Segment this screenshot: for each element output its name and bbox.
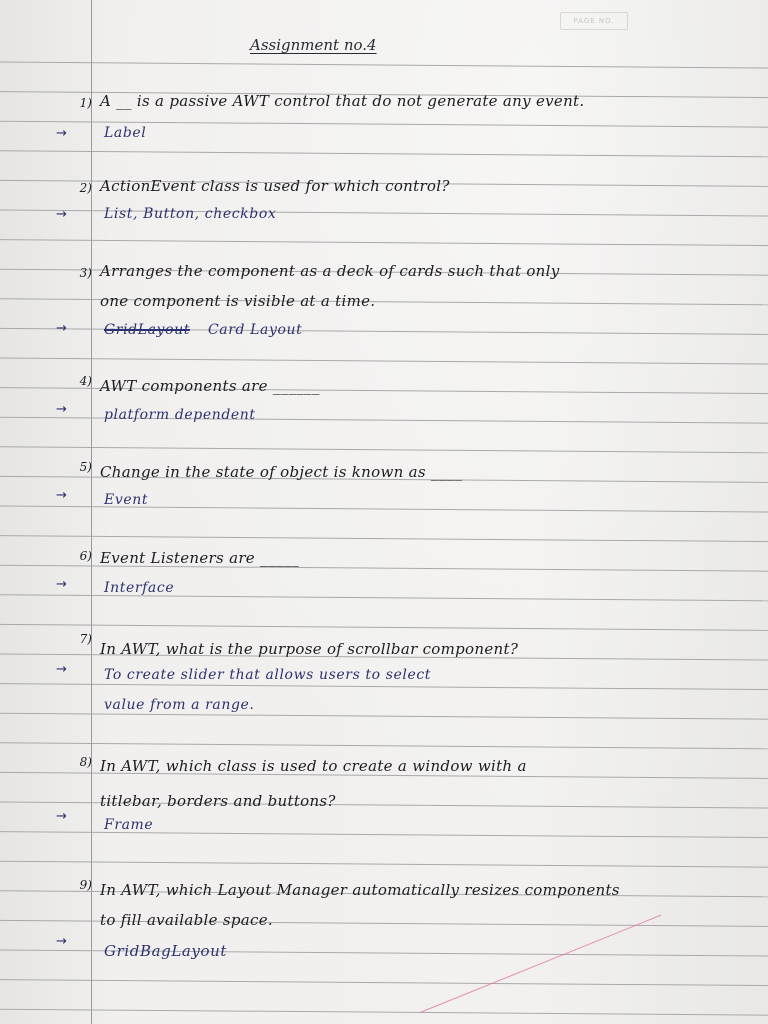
question-text: Change in the state of object is known as ____ — [100, 463, 463, 481]
ruled-line — [0, 861, 768, 867]
question-number: 5) — [79, 460, 92, 474]
answer-correct: Card Layout — [207, 322, 303, 338]
question-number: 1) — [79, 96, 92, 110]
ruled-line — [0, 62, 768, 68]
answer-text: To create slider that allows users to select — [104, 667, 432, 683]
arrow-icon: → — [56, 577, 67, 592]
answer-text: Frame — [104, 817, 154, 833]
arrow-icon: → — [56, 207, 67, 222]
ruled-line — [0, 624, 768, 630]
ruled-line — [0, 743, 768, 749]
question-text: Event Listeners are _____ — [100, 549, 300, 567]
ruled-line — [0, 684, 768, 690]
question-text: In AWT, what is the purpose of scrollbar component? — [100, 640, 519, 658]
ruled-line — [0, 447, 768, 453]
arrow-icon: → — [56, 934, 67, 949]
question-number: 7) — [79, 632, 92, 646]
answer-text: List, Button, checkbox — [104, 206, 277, 222]
question-number: 2) — [79, 181, 92, 195]
question-text: AWT components are ______ — [100, 377, 320, 395]
ruled-line — [0, 151, 768, 157]
question-number: 8) — [79, 755, 92, 769]
question-number: 6) — [79, 549, 92, 563]
answer-text: GridBagLayout — [104, 942, 228, 960]
page-title: Assignment no.4 — [250, 36, 377, 54]
margin-line — [91, 0, 92, 1024]
question-text: to fill available space. — [100, 911, 273, 929]
struck-answer: GridLayout — [104, 322, 190, 338]
question-text: In AWT, which class is used to create a window with a — [100, 757, 527, 775]
question-text: one component is visible at a time. — [100, 292, 376, 310]
question-text: A __ is a passive AWT control that do not generate any event. — [100, 92, 585, 110]
question-text: titlebar, borders and buttons? — [100, 792, 336, 810]
ruled-line — [0, 358, 768, 364]
arrow-icon: → — [56, 402, 67, 417]
question-number: 9) — [79, 878, 92, 892]
question-text: In AWT, which Layout Manager automatically resizes components — [100, 881, 620, 899]
arrow-icon: → — [56, 662, 67, 677]
ruled-line — [0, 1009, 768, 1015]
answer-text: value from a range. — [104, 697, 255, 713]
question-number: 3) — [79, 266, 92, 280]
ruled-line — [0, 240, 768, 246]
ruled-line — [0, 980, 768, 986]
arrow-icon: → — [56, 488, 67, 503]
answer-text: Event — [104, 492, 149, 508]
arrow-icon: → — [56, 126, 67, 141]
arrow-icon: → — [56, 809, 67, 824]
answer-text: platform dependent — [104, 407, 256, 423]
page-number-box: PAGE NO. — [560, 12, 628, 30]
question-number: 4) — [79, 374, 92, 388]
ruled-line — [0, 713, 768, 719]
answer-text: Label — [104, 125, 147, 141]
question-text: ActionEvent class is used for which control? — [100, 177, 450, 195]
answer-text — [104, 322, 302, 338]
arrow-icon: → — [56, 321, 67, 336]
answer-text: Interface — [104, 580, 175, 596]
ruled-line — [0, 536, 768, 542]
question-text: Arranges the component as a deck of cards such that only — [100, 262, 560, 280]
